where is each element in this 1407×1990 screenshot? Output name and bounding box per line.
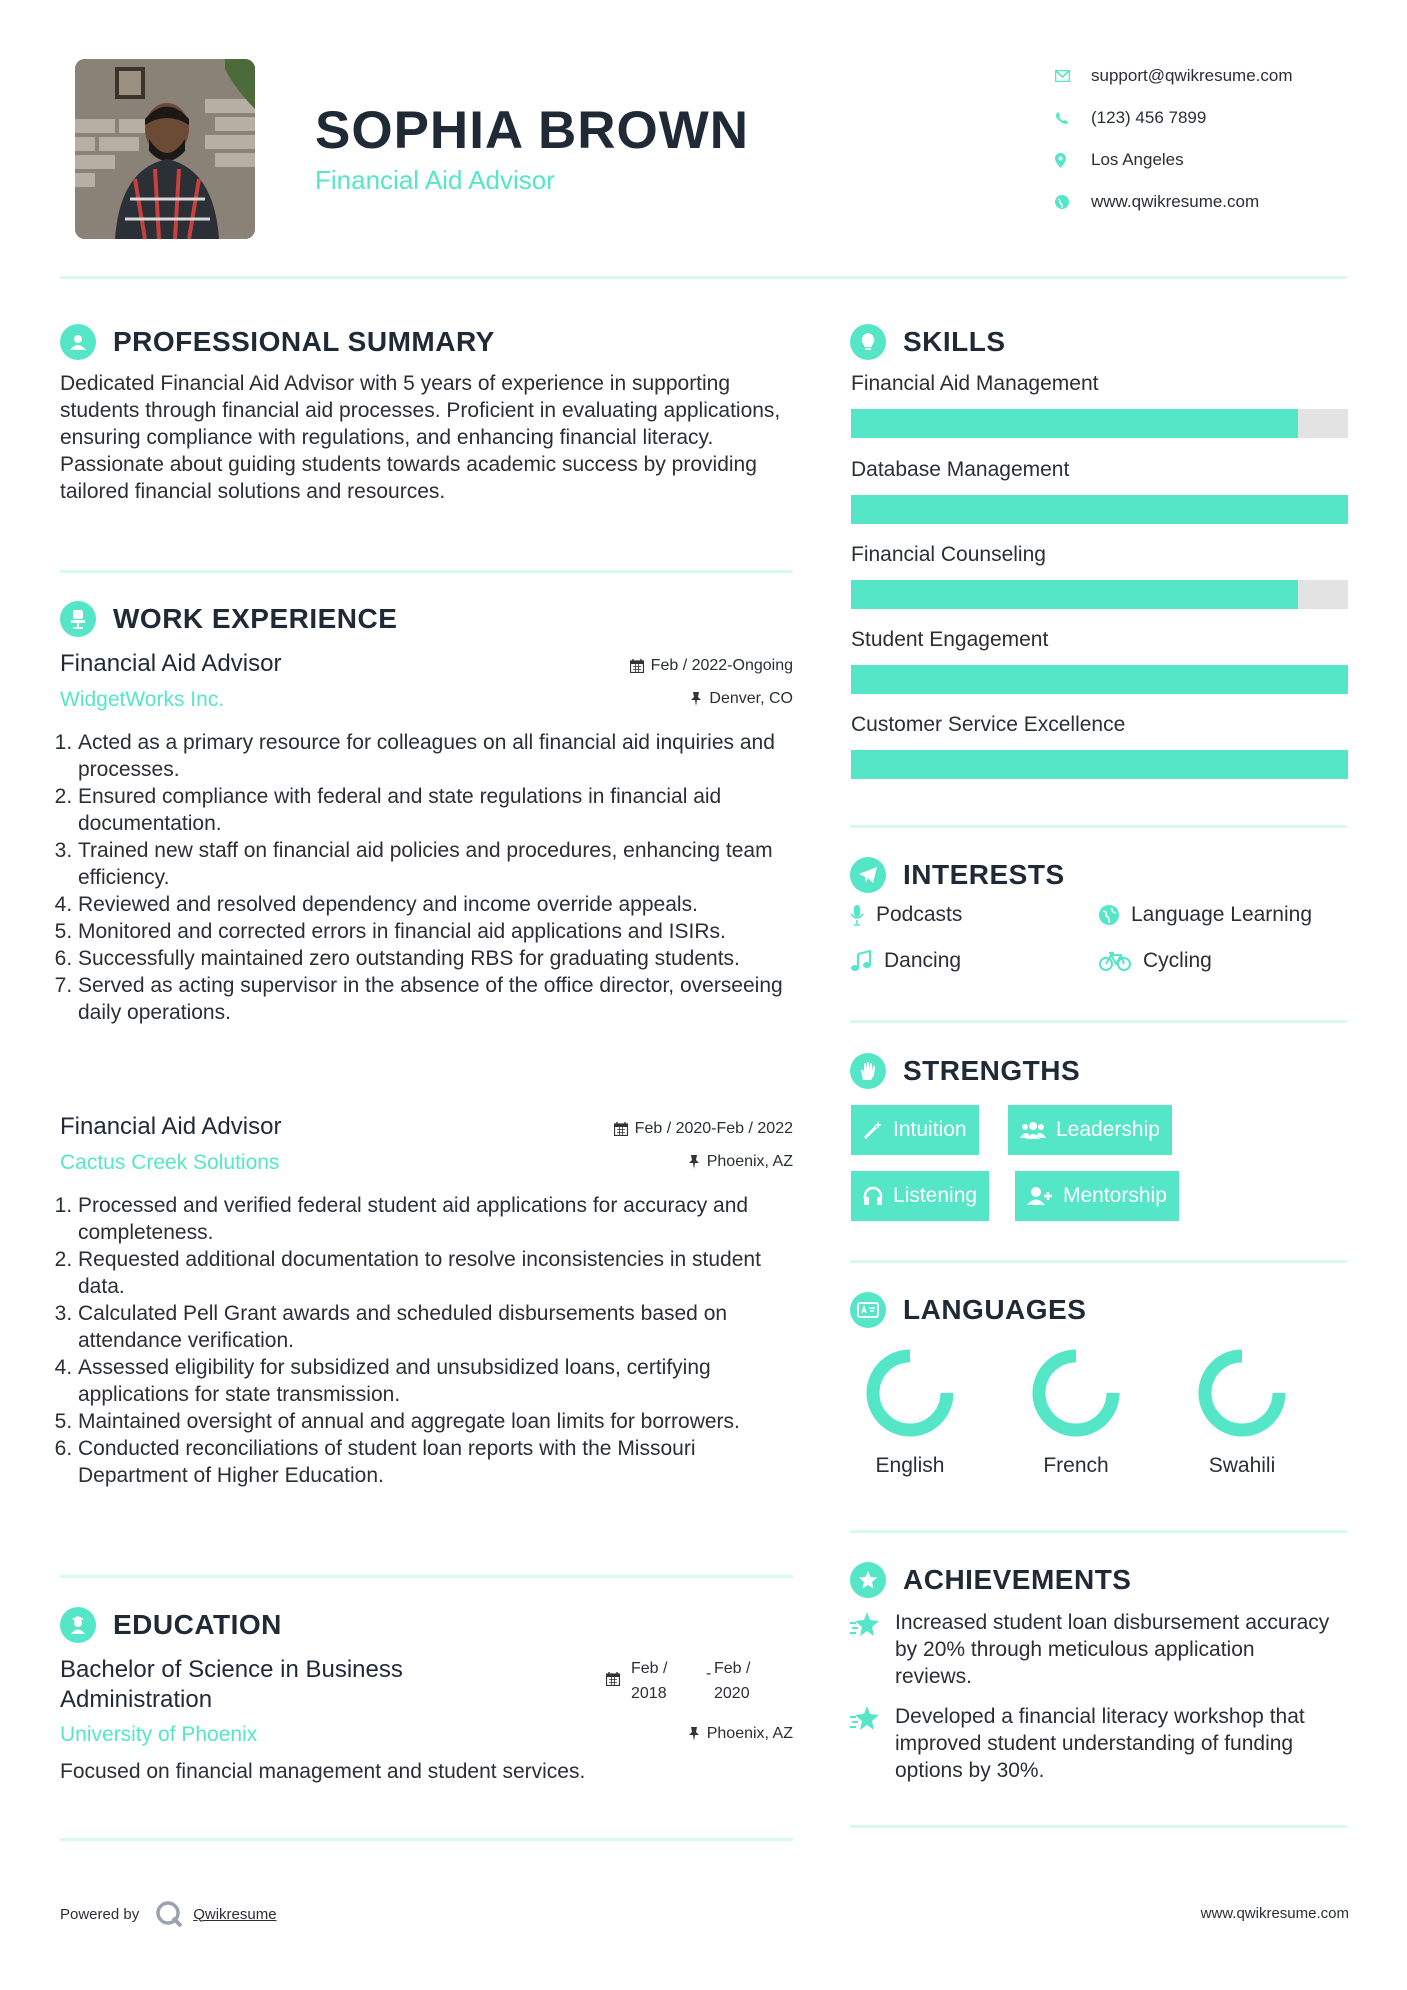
list-item: 5. Monitored and corrected errors in financial aid applications and ISIRs.	[78, 918, 795, 945]
pin-icon	[688, 1155, 700, 1169]
contact-block	[1055, 55, 1293, 223]
skill-bar-2	[851, 495, 1348, 524]
users-icon	[1020, 1120, 1046, 1140]
summary-text: Dedicated Financial Aid Advisor with 5 years of experience in supporting students through financial aid processes. Proficient in evaluating applications, ensuring compliance with regulations, and enhancing financial literacy. Passionate about guiding students towards academic success by providing tailored financial solutions and resources.	[60, 372, 781, 503]
achievement-item-2: Developed a financial literacy workshop that improved student understanding of funding options by 30%.	[850, 1703, 1330, 1784]
contact-location: Los Angeles	[1055, 139, 1293, 181]
summary-header: PROFESSIONAL SUMMARY	[60, 324, 495, 360]
interests-header: INTERESTS	[850, 857, 1065, 893]
achievement-item-1: Increased student loan disbursement accuracy by 20% through meticulous application reviews.	[850, 1609, 1330, 1690]
phone-icon	[1055, 111, 1091, 125]
education-note: Focused on financial management and student services.	[60, 1760, 586, 1783]
calendar-icon	[630, 659, 644, 673]
job-1-title: Financial Aid Advisor	[60, 650, 282, 677]
language-swahili: Swahili	[1187, 1343, 1297, 1478]
skill-fill-5	[851, 750, 1348, 779]
education-divider	[60, 1838, 793, 1841]
email-icon	[1055, 70, 1091, 82]
list-item: 4. Assessed eligibility for subsidized and unsubsidized loans, certifying applications for state transmission.	[78, 1354, 795, 1408]
contact-email[interactable]: support@qwikresume.com	[1055, 55, 1293, 97]
strength-chip-mentorship: Mentorship	[1015, 1171, 1179, 1221]
skill-bar-1	[851, 409, 1348, 438]
skill-label-5: Customer Service Excellence	[851, 713, 1126, 736]
magic-wand-icon	[863, 1120, 883, 1140]
language-french: French	[1021, 1343, 1131, 1478]
user-plus-icon	[1027, 1186, 1053, 1206]
list-item: 2. Ensured compliance with federal and state regulations in financial aid documentation.	[78, 783, 795, 837]
skill-bar-3	[851, 580, 1348, 609]
job-1-duties	[60, 729, 795, 1026]
candidate-name: SOPHIA BROWN	[315, 101, 750, 160]
list-item: 6. Conducted reconciliations of student loan reports with the Missouri Department of Higher Education.	[78, 1435, 795, 1489]
contact-phone[interactable]: (123) 456 7899	[1055, 97, 1293, 139]
languages-header: LANGUAGES	[850, 1292, 1086, 1328]
star-icon	[850, 1609, 895, 1690]
chair-icon	[60, 601, 96, 637]
language-english: English	[855, 1343, 965, 1478]
list-item: 4. Reviewed and resolved dependency and income override appeals.	[78, 891, 795, 918]
footer-powered-by: Powered by Qwikresume	[60, 1900, 277, 1928]
candidate-role: Financial Aid Advisor	[315, 165, 555, 195]
skill-fill-2	[851, 495, 1348, 524]
language-ring-swahili	[1205, 1356, 1279, 1430]
education-degree: Bachelor of Science in Business Administration	[60, 1656, 403, 1713]
skill-bar-5	[851, 750, 1348, 779]
summary-divider	[60, 570, 793, 573]
experience-divider	[60, 1575, 793, 1578]
list-item: 3. Calculated Pell Grant awards and scheduled disbursements based on attendance verification.	[78, 1300, 795, 1354]
strengths-divider	[850, 1260, 1347, 1263]
profile-photo	[75, 59, 255, 239]
language-ring-english	[873, 1356, 947, 1430]
skills-header: SKILLS	[850, 324, 1006, 360]
headphones-icon	[863, 1186, 883, 1206]
music-note-icon	[850, 950, 872, 972]
globe-icon	[1055, 195, 1091, 209]
achievements-divider	[850, 1825, 1347, 1828]
list-item: 1. Acted as a primary resource for colleagues on all financial aid inquiries and processes.	[78, 729, 795, 783]
star-badge-icon	[850, 1562, 886, 1598]
language-ring-french	[1039, 1356, 1113, 1430]
skill-label-1: Financial Aid Management	[851, 372, 1099, 395]
job-1-dates: Feb / 2022-Ongoing	[500, 657, 793, 675]
contact-website[interactable]: www.qwikresume.com	[1055, 181, 1293, 223]
bicycle-icon	[1099, 951, 1131, 971]
interest-podcasts: Podcasts	[850, 903, 962, 927]
job-2-company: Cactus Creek Solutions	[60, 1151, 280, 1174]
paper-plane-icon	[850, 857, 886, 893]
education-school: University of Phoenix	[60, 1723, 258, 1746]
education-location: Phoenix, AZ	[500, 1725, 793, 1743]
skill-label-3: Financial Counseling	[851, 543, 1046, 566]
list-item: 5. Maintained oversight of annual and aggregate loan limits for borrowers.	[78, 1408, 795, 1435]
skill-fill-1	[851, 409, 1298, 438]
pin-icon	[688, 1727, 700, 1741]
skill-fill-3	[851, 580, 1298, 609]
skill-bar-4	[851, 665, 1348, 694]
qwikresume-logo-icon	[155, 1900, 183, 1928]
job-1-company: WidgetWorks Inc.	[60, 688, 225, 711]
language-icon	[850, 1292, 886, 1328]
globe-icon	[1099, 905, 1119, 925]
skill-label-4: Student Engagement	[851, 628, 1049, 651]
experience-header: WORK EXPERIENCE	[60, 601, 397, 637]
job-1-location: Denver, CO	[500, 690, 793, 708]
header-divider	[60, 276, 1347, 279]
footer-website[interactable]: www.qwikresume.com	[1200, 1905, 1349, 1922]
strengths-header: STRENGTHS	[850, 1053, 1080, 1089]
interest-dancing: Dancing	[850, 949, 961, 973]
list-item: 1. Processed and verified federal student aid applications for accuracy and completeness.	[78, 1192, 795, 1246]
job-2-dates: Feb / 2020-Feb / 2022	[500, 1120, 793, 1138]
microphone-icon	[850, 904, 864, 926]
user-icon	[60, 324, 96, 360]
graduate-icon	[60, 1607, 96, 1643]
education-dash: -	[706, 1665, 712, 1682]
map-pin-icon	[1055, 153, 1091, 168]
job-2-title: Financial Aid Advisor	[60, 1113, 282, 1140]
job-2-location: Phoenix, AZ	[500, 1153, 793, 1171]
education-header: EDUCATION	[60, 1607, 282, 1643]
star-icon	[850, 1703, 895, 1784]
interests-divider	[850, 1020, 1347, 1023]
strength-chip-intuition: Intuition	[851, 1105, 979, 1155]
list-item: 6. Successfully maintained zero outstanding RBS for graduating students.	[78, 945, 795, 972]
education-end: Feb / 2020	[714, 1660, 751, 1702]
education-start: Feb / 2018	[631, 1660, 668, 1702]
lightbulb-icon	[850, 324, 886, 360]
interest-cycling: Cycling	[1099, 949, 1212, 973]
skill-fill-4	[851, 665, 1348, 694]
calendar-icon	[606, 1672, 620, 1691]
list-item: 2. Requested additional documentation to resolve inconsistencies in student data.	[78, 1246, 795, 1300]
hand-icon	[850, 1053, 886, 1089]
achievements-header: ACHIEVEMENTS	[850, 1562, 1131, 1598]
languages-divider	[850, 1530, 1347, 1533]
footer-brand-link[interactable]: Qwikresume	[193, 1905, 277, 1923]
strength-chip-listening: Listening	[851, 1171, 989, 1221]
pin-icon	[690, 692, 702, 706]
skill-label-2: Database Management	[851, 458, 1070, 481]
list-item: 7. Served as acting supervisor in the absence of the office director, overseeing daily operations.	[78, 972, 795, 1026]
list-item: 3. Trained new staff on financial aid policies and procedures, enhancing team efficiency.	[78, 837, 795, 891]
calendar-icon	[614, 1122, 628, 1136]
job-2-duties	[60, 1192, 795, 1489]
interest-language-learning: Language Learning	[1099, 903, 1312, 927]
strength-chip-leadership: Leadership	[1008, 1105, 1172, 1155]
skills-divider	[850, 825, 1347, 828]
